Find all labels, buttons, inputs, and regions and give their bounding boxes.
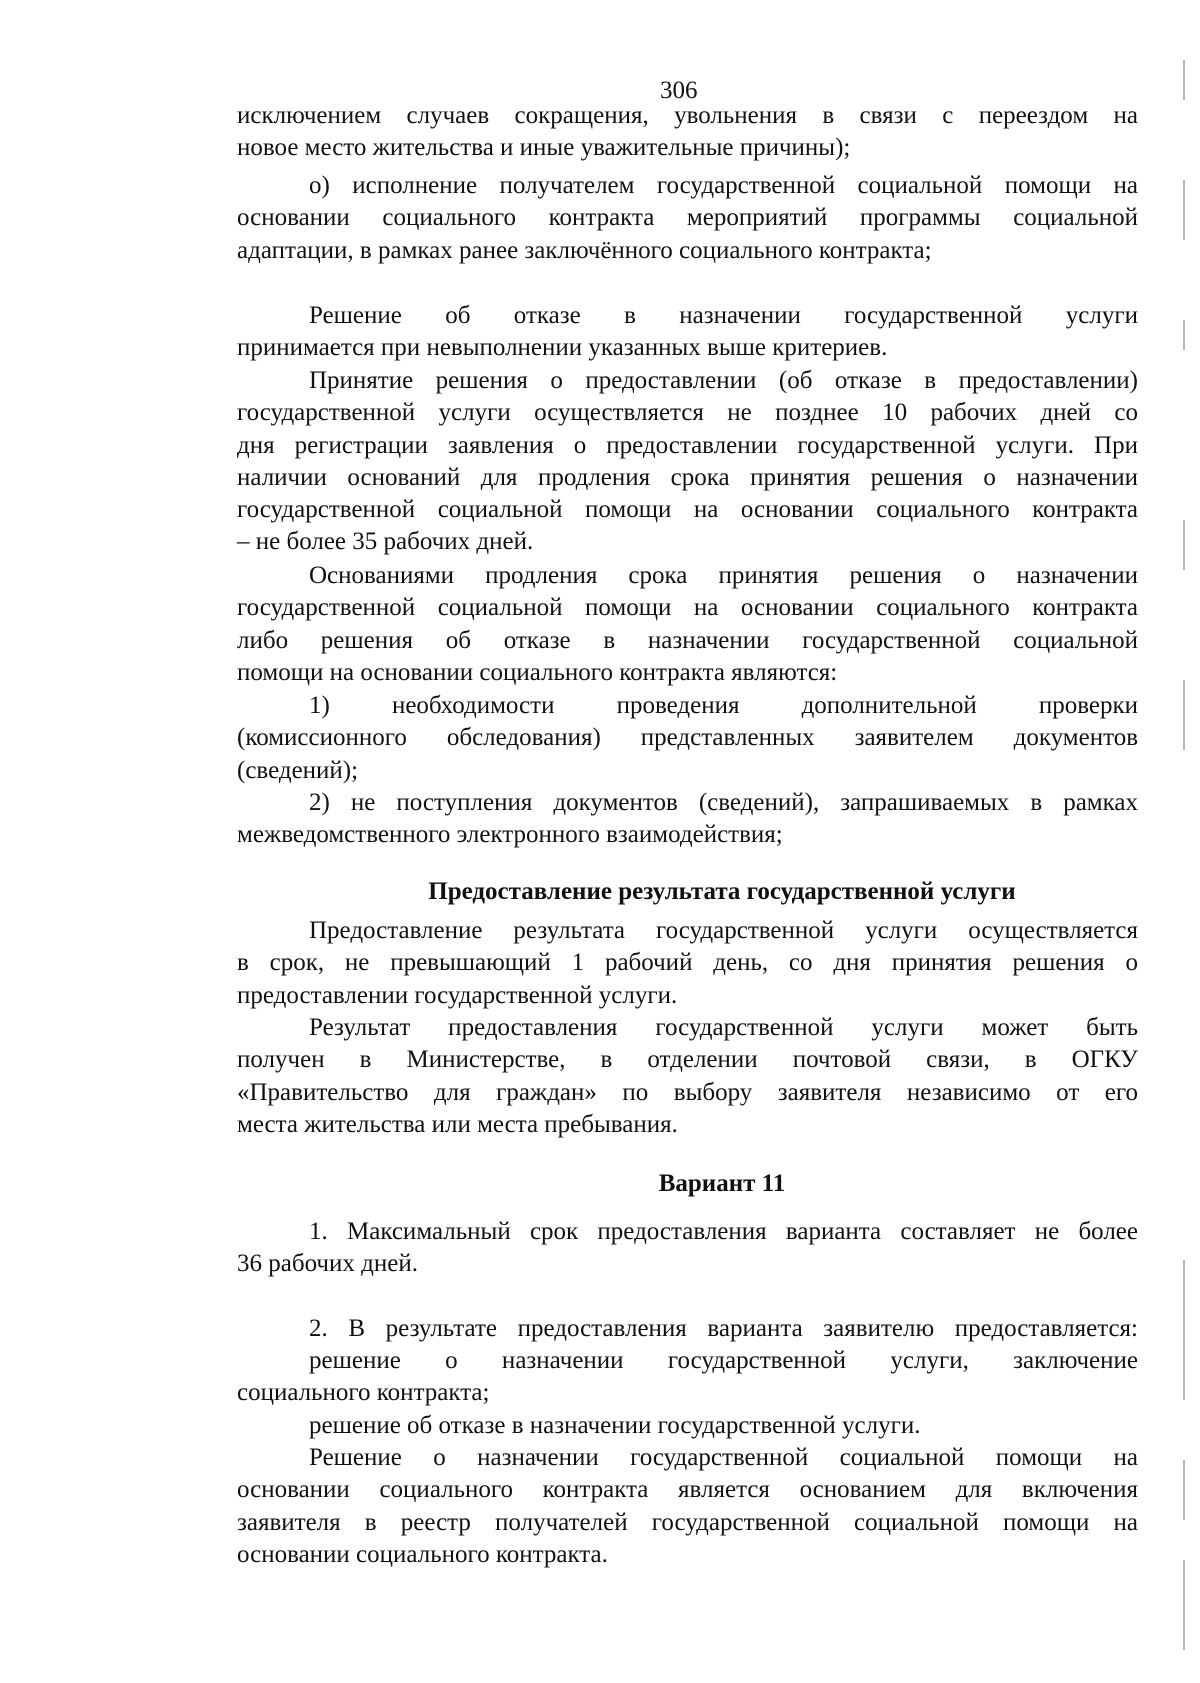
section-heading-variant: Вариант 11 bbox=[658, 1170, 786, 1197]
text-line: социального контракта; bbox=[237, 1379, 490, 1407]
paragraph-variant-1 bbox=[237, 1216, 1138, 1281]
text-line: адаптации, в рамках ранее заключённого социального контракта; bbox=[237, 236, 932, 264]
text-line: 2) не поступления документов (сведений), запрашиваемых в рамках bbox=[309, 789, 1138, 816]
text-line: основании социального контракта мероприятий программы социальной bbox=[237, 204, 1138, 232]
text-line: места жительства или места пребывания. bbox=[237, 1110, 678, 1138]
text-line: принимается при невыполнении указанных выше критериев. bbox=[237, 334, 888, 362]
text-line: решение о назначении государственной услуги, заключение bbox=[309, 1347, 1138, 1374]
text-line: Принятие решения о предоставлении (об отказе в предоставлении) bbox=[309, 367, 1138, 394]
text-line: «Правительство для граждан» по выбору заявителя независимо от его bbox=[237, 1078, 1138, 1106]
text-line: решение об отказе в назначении государственной услуги. bbox=[309, 1412, 921, 1439]
text-line: исключением случаев сокращения, увольнения в связи с переездом на bbox=[237, 102, 1138, 129]
text-line: основании социального контракта является основанием для включения bbox=[237, 1476, 1138, 1504]
text-line: государственной социальной помощи на основании социального контракта bbox=[237, 496, 1138, 524]
text-line: (комиссионного обследования) представленных заявителем документов bbox=[237, 724, 1138, 752]
paragraph-registry-inclusion bbox=[237, 1442, 1138, 1571]
text-line: основании социального контракта. bbox=[237, 1540, 608, 1568]
paragraph-refusal-decision bbox=[237, 300, 1138, 365]
paragraph-exclusion-cases bbox=[237, 100, 1138, 165]
text-line: (сведений); bbox=[237, 756, 359, 784]
paragraph-result-place bbox=[237, 1012, 1138, 1141]
paragraph-decision-term bbox=[237, 365, 1138, 559]
text-line: 1) необходимости проведения дополнительной проверки bbox=[309, 692, 1138, 719]
text-line: получен в Министерстве, в отделении почтовой связи, в ОГКУ bbox=[237, 1046, 1138, 1074]
text-line: межведомственного электронного взаимодействия; bbox=[237, 821, 783, 849]
text-line: Результат предоставления государственной услуги может быть bbox=[309, 1014, 1138, 1041]
text-line: государственной услуги осуществляется не позднее 10 рабочих дней со bbox=[237, 399, 1138, 427]
text-line: в срок, не превышающий 1 рабочий день, со дня принятия решения о bbox=[237, 949, 1138, 977]
paragraph-variant-2 bbox=[237, 1313, 1138, 1345]
paragraph-extension-grounds bbox=[237, 560, 1138, 689]
paragraph-ground-1 bbox=[237, 690, 1138, 787]
page-number: 306 bbox=[660, 77, 698, 104]
text-line: Основаниями продления срока принятия решения о назначении bbox=[309, 562, 1138, 589]
text-line: новое место жительства и иные уважительные причины); bbox=[237, 134, 851, 162]
paragraph-variant-2-option-b bbox=[237, 1410, 1138, 1442]
text-line: наличии оснований для продления срока принятия решения о назначении bbox=[237, 463, 1138, 491]
text-line: Решение об отказе в назначении государственной услуги bbox=[309, 302, 1138, 329]
paragraph-variant-2-option-a bbox=[237, 1345, 1138, 1410]
text-line: 2. В результате предоставления варианта заявителю предоставляется: bbox=[309, 1315, 1138, 1342]
text-line: помощи на основании социального контракта являются: bbox=[237, 658, 838, 686]
text-line: либо решения об отказе в назначении государственной социальной bbox=[237, 626, 1138, 654]
text-line: Решение о назначении государственной социальной помощи на bbox=[309, 1444, 1138, 1471]
section-heading-result: Предоставление результата государственной услуги bbox=[428, 878, 1016, 905]
text-line: о) исполнение получателем государственной социальной помощи на bbox=[309, 172, 1138, 199]
text-line: дня регистрации заявления о предоставлении государственной услуги. При bbox=[237, 431, 1138, 459]
text-line: 36 рабочих дней. bbox=[237, 1250, 418, 1278]
paragraph-result-term bbox=[237, 915, 1138, 1012]
text-line: Предоставление результата государственной услуги осуществляется bbox=[309, 917, 1138, 944]
scan-edge-marks bbox=[1183, 60, 1187, 1660]
paragraph-item-o bbox=[237, 170, 1138, 267]
paragraph-ground-2 bbox=[237, 787, 1138, 852]
text-line: предоставлении государственной услуги. bbox=[237, 981, 678, 1009]
text-line: заявителя в реестр получателей государственной социальной помощи на bbox=[237, 1508, 1138, 1536]
text-line: – не более 35 рабочих дней. bbox=[237, 528, 534, 556]
text-line: 1. Максимальный срок предоставления варианта составляет не более bbox=[309, 1218, 1138, 1245]
text-line: государственной социальной помощи на основании социального контракта bbox=[237, 594, 1138, 622]
